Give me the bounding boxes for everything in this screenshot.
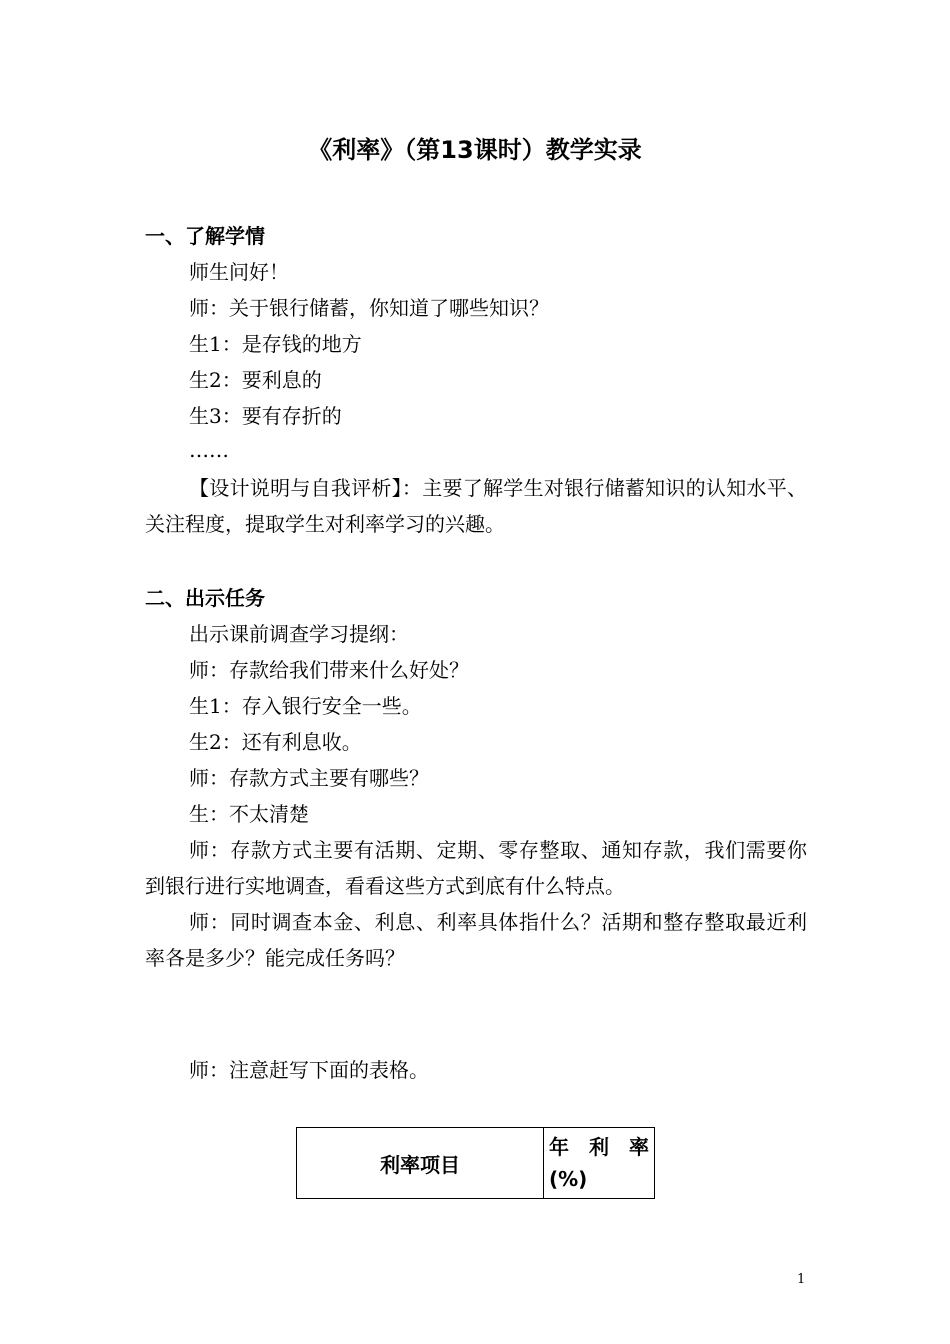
table-header-row	[297, 1128, 655, 1199]
dialogue-line: 生1：存入银行安全一些。	[189, 694, 422, 718]
teacher-paragraph: 师：同时调查本金、利息、利率具体指什么？活期和整存整取最近利率各是多少？能完成任务吗？	[145, 910, 807, 970]
dialogue-line: 生2：要利息的	[189, 368, 322, 392]
page-number: 1	[797, 1272, 806, 1287]
design-note-paragraph: 【设计说明与自我评析】：主要了解学生对银行储蓄知识的认知水平、关注程度，提取学生对利率学习的兴趣。	[145, 476, 807, 536]
ellipsis-line: ……	[189, 438, 229, 462]
page-title: 《利率》（第13课时）教学实录	[308, 136, 642, 164]
dialogue-line: 出示课前调查学习提纲：	[189, 622, 409, 646]
header-cell-rate	[544, 1128, 655, 1199]
interest-rate-table	[296, 1127, 655, 1199]
section-heading-2: 二、出示任务	[145, 586, 265, 610]
dialogue-line: 师生问好！	[189, 260, 289, 284]
dialogue-line: 生1：是存钱的地方	[189, 332, 362, 356]
dialogue-line: 师：关于银行储蓄，你知道了哪些知识？	[189, 296, 549, 320]
header-cell-item: 利率项目	[297, 1128, 544, 1199]
dialogue-line: 生2：还有利息收。	[189, 730, 362, 754]
dialogue-line: 生3：要有存折的	[189, 404, 342, 428]
header-rate-line1: 年利率	[549, 1135, 649, 1159]
dialogue-line: 师：存款给我们带来什么好处？	[189, 658, 469, 682]
teacher-paragraph: 师：存款方式主要有活期、定期、零存整取、通知存款，我们需要你到银行进行实地调查，看看这些方式到底有什么特点。	[145, 838, 807, 898]
dialogue-line: 生：不太清楚	[189, 802, 309, 826]
teacher-line: 师：注意赶写下面的表格。	[189, 1058, 429, 1082]
dialogue-line: 师：存款方式主要有哪些？	[189, 766, 429, 790]
section-heading-1: 一、了解学情	[145, 224, 265, 248]
header-rate-line2: (%)	[549, 1167, 588, 1191]
